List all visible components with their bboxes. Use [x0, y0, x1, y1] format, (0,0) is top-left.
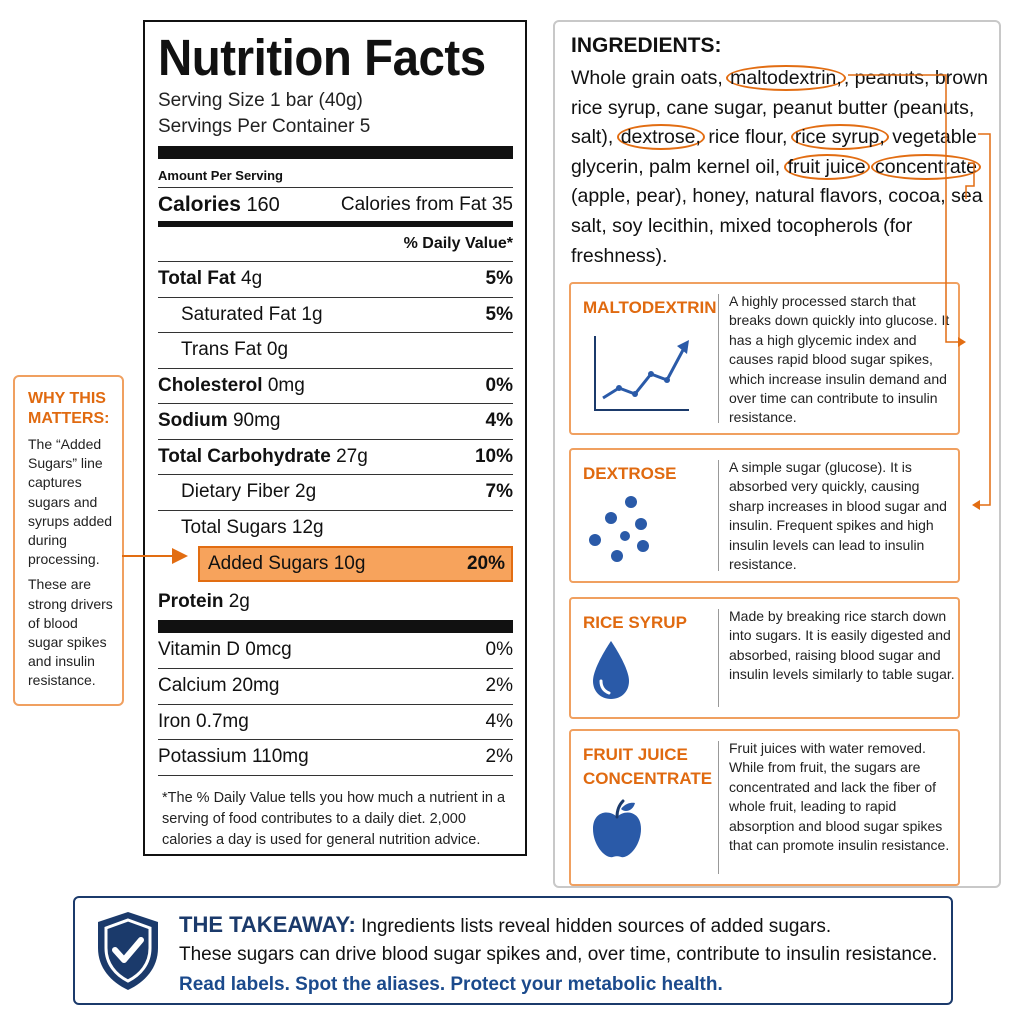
nutrient-dv: 7%: [485, 481, 513, 503]
nutrient-name: Sodium: [158, 410, 228, 432]
card-description: Made by breaking rice starch down into sugars. It is easily digested and absorbed, raising blood sugar and insulin levels similarly to table sugar.: [729, 608, 955, 683]
nutrient-name: Total Sugars: [181, 516, 287, 538]
daily-value-header: % Daily Value*: [403, 235, 513, 252]
nutrient-amount: 10g: [333, 553, 366, 574]
nutrition-facts-label: [143, 20, 527, 856]
nutrient-dv: 5%: [485, 268, 513, 290]
nutrient-dv: 5%: [485, 303, 513, 325]
vitamin-name: Potassium 110mg: [158, 746, 309, 768]
serving-size: Serving Size 1 bar (40g): [158, 90, 363, 111]
added-sugars-highlight: [198, 546, 513, 582]
ingredients-heading: INGREDIENTS:: [571, 34, 722, 57]
apple-icon: [589, 799, 645, 861]
nutrient-dv: 10%: [474, 445, 513, 467]
card-description: A simple sugar (glucose). It is absorbed very quickly, causing sharp increases in blood sugar and insulin. Frequent spikes and high insulin levels can lead to insulin resistance.: [729, 459, 947, 573]
nutrient-row-protein: [158, 584, 513, 620]
nutrient-name: Trans Fat: [181, 339, 262, 361]
line-chart-icon: [589, 332, 694, 414]
circled-ingredient-rice-syrup: rice syrup,: [791, 124, 889, 150]
nutrient-dv: 0%: [485, 374, 513, 396]
vitamin-row: [158, 704, 513, 740]
nutrient-row-dietary-fiber: [158, 474, 513, 510]
nutrient-row-saturated-fat: [158, 297, 513, 333]
vitamin-name: Iron 0.7mg: [158, 710, 249, 732]
circled-ingredient-concentrate: concentrate: [871, 154, 981, 180]
vitamin-row: [158, 633, 513, 669]
servings-per-container: Servings Per Container 5: [158, 116, 371, 137]
ingredient-text: vegetable glycerin, palm kernel oil,: [571, 126, 977, 178]
nutrient-name: Cholesterol: [158, 374, 263, 396]
circled-ingredient-fruit-juice: fruit juice: [784, 154, 870, 180]
takeaway-banner: [73, 896, 953, 1005]
vitamin-row: [158, 739, 513, 775]
calories-row: [158, 187, 513, 221]
card-description: A highly processed starch that breaks down quickly into glucose. It has a high glycemic index and causes rapid blood sugar spikes, which increase insulin demand and over time can contribute to insulin resistance.: [729, 293, 950, 426]
nutrient-amount: 90mg: [232, 410, 281, 432]
nutrient-row-trans-fat: [158, 332, 513, 368]
nutrient-name: Total Fat: [158, 268, 236, 290]
takeaway-line-1: [179, 912, 831, 938]
nutrient-name: Added Sugars: [208, 553, 329, 574]
ingredient-text: Whole grain oats,: [571, 67, 729, 89]
vitamin-row: [158, 668, 513, 704]
nutrient-name: Total Carbohydrate: [158, 445, 331, 467]
circled-ingredient-maltodextrin: maltodextrin,: [726, 65, 846, 91]
ingredient-text: rice flour,: [702, 126, 793, 149]
droplet-icon: [589, 639, 633, 701]
nutrient-amount: 1g: [301, 303, 323, 325]
thick-divider: [158, 620, 513, 633]
nutrient-amount: 0mg: [267, 374, 305, 396]
circled-ingredient-dextrose: dextrose,: [617, 124, 705, 150]
card-maltodextrin: [569, 282, 960, 435]
why-paragraph-2: These are strong drivers of blood sugar spikes and insulin resistance.: [28, 576, 113, 689]
nutrient-row-sodium: [158, 403, 513, 439]
nutrition-facts-title: Nutrition Facts: [158, 29, 486, 86]
nutrient-amount: 2g: [228, 590, 250, 612]
vitamin-dv: 2%: [485, 675, 513, 697]
molecule-dots-icon: [589, 494, 659, 564]
nutrient-amount: 27g: [336, 445, 368, 467]
card-title: FRUIT JUICE CONCENTRATE: [583, 745, 713, 788]
nutrient-dv: 4%: [485, 410, 513, 432]
vitamin-dv: 2%: [485, 746, 513, 768]
ingredients-list: [571, 64, 991, 271]
daily-value-footnote: *The % Daily Value tells you how much a nutrient in a serving of food contributes to a daily diet. 2,000 calories a day is used for general nutrition advice.: [162, 789, 506, 848]
ingredient-text: , peanuts, brown rice syrup, cane sugar, peanut butter (peanuts, salt),: [571, 67, 988, 149]
vitamin-name: Vitamin D 0mcg: [158, 639, 292, 661]
takeaway-line-2: These sugars can drive blood sugar spikes and, over time, contribute to insulin resistance.: [179, 944, 938, 965]
takeaway-text: Ingredients lists reveal hidden sources of added sugars.: [355, 916, 832, 937]
ingredients-panel: [553, 20, 1001, 888]
why-paragraph-1: The “Added Sugars” line captures sugars and syrups added during processing.: [28, 436, 113, 568]
card-dextrose: [569, 448, 960, 583]
nutrient-name: Dietary Fiber: [181, 481, 290, 503]
nutrient-dv: 20%: [466, 553, 505, 574]
nutrient-name: Protein: [158, 590, 224, 612]
card-description: Fruit juices with water removed. While from fruit, the sugars are concentrated and lack the fiber of whole fruit, leading to rapid absorption and blood sugar spikes that can promote insulin resistance.: [729, 740, 950, 854]
calories-value: 160: [246, 193, 280, 216]
shield-check-icon: [95, 910, 161, 992]
calories-label: Calories: [158, 192, 241, 216]
why-this-matters-box: [13, 375, 124, 706]
why-heading: WHY THIS MATTERS:: [28, 390, 110, 427]
nutrient-row-total-fat: [158, 261, 513, 297]
nutrient-name: Saturated Fat: [181, 303, 297, 325]
amount-per-serving: Amount Per Serving: [158, 168, 283, 183]
thick-divider: [158, 146, 513, 159]
nutrient-amount: 2g: [295, 481, 317, 503]
vitamin-dv: 4%: [485, 710, 513, 732]
takeaway-heading: THE TAKEAWAY:: [179, 912, 356, 937]
calories-from-fat: Calories from Fat 35: [340, 193, 513, 215]
card-rice-syrup: [569, 597, 960, 719]
arrow-right-icon: [122, 545, 192, 567]
card-fruit-juice-concentrate: [569, 729, 960, 886]
nutrient-row-total-sugars: [158, 510, 513, 546]
vitamin-name: Calcium 20mg: [158, 675, 280, 697]
card-title: DEXTROSE: [583, 464, 677, 483]
nutrient-amount: 4g: [241, 268, 263, 290]
nutrient-amount: 0g: [266, 339, 289, 361]
ingredient-text: (apple, pear), honey, natural flavors, cocoa, sea salt, soy lecithin, mixed tocopherols (for freshness).: [571, 185, 983, 267]
vitamin-dv: 0%: [485, 639, 513, 661]
takeaway-call-to-action: Read labels. Spot the aliases. Protect your metabolic health.: [179, 974, 723, 995]
nutrient-row-cholesterol: [158, 368, 513, 404]
nutrient-amount: 12g: [291, 516, 324, 538]
card-title: MALTODEXTRIN: [583, 298, 717, 317]
card-title: RICE SYRUP: [583, 613, 687, 632]
nutrient-row-total-carbohydrate: [158, 439, 513, 475]
